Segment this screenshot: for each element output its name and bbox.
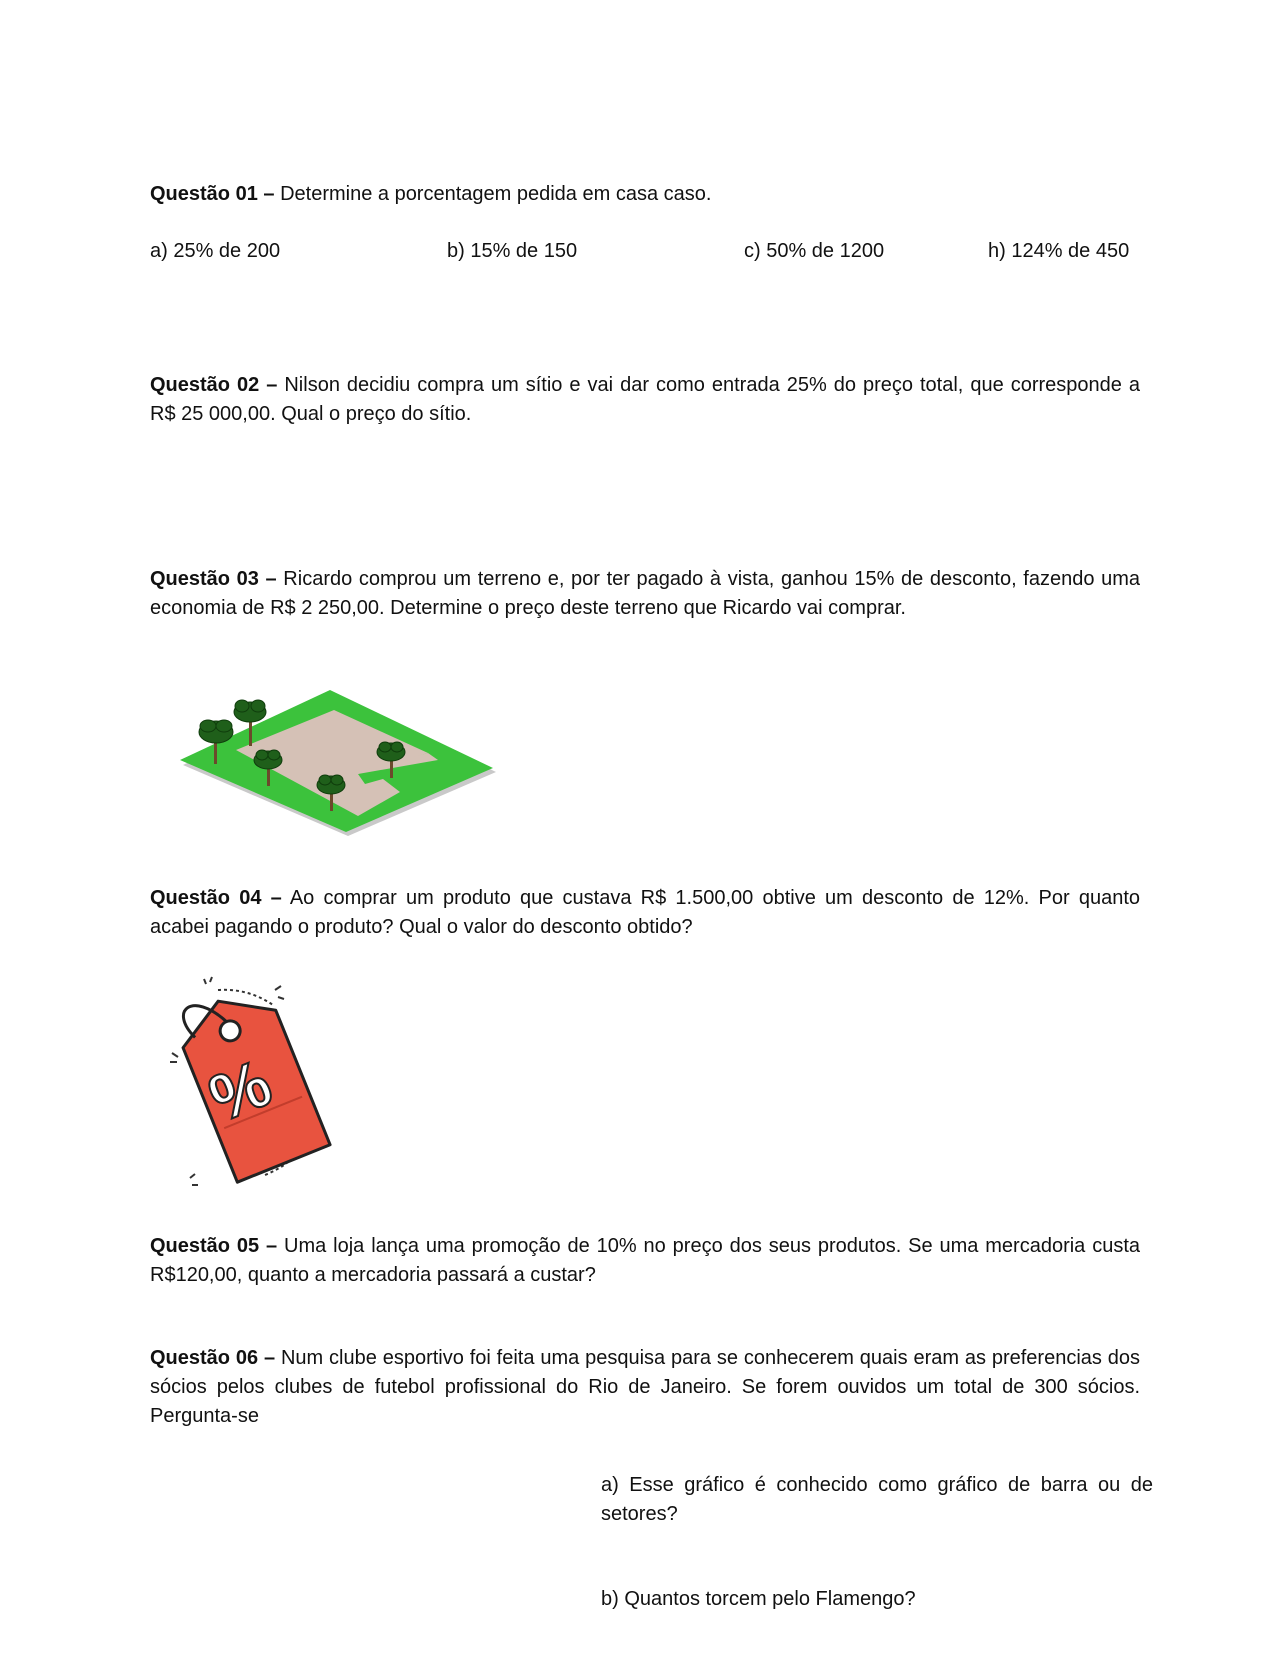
question-02-text: Nilson decidiu compra um sítio e vai dar como entrada 25% do preço total, que corresponde a R$ 25 000,00. Qual o preço do sítio.	[150, 374, 1140, 425]
question-03-text: Ricardo comprou um terreno e, por ter pagado à vista, ganhou 15% de desconto, fazendo uma economia de R$ 2 250,00. Determine o preço deste terreno que Ricardo vai comprar.	[150, 568, 1140, 619]
question-01-option-c: c) 50% de 1200	[744, 240, 885, 262]
question-02-label: Questão 02 –	[150, 374, 278, 396]
question-05-label: Questão 05 –	[150, 1235, 278, 1257]
question-05-text: Uma loja lança uma promoção de 10% no preço dos seus produtos. Se uma mercadoria custa R$120,00, quanto a mercadoria passará a custar?	[150, 1235, 1140, 1286]
question-01-label: Questão 01 –	[150, 183, 275, 205]
question-05	[150, 1232, 1140, 1290]
question-01-text: Determine a porcentagem pedida em casa caso.	[274, 183, 712, 205]
question-04	[150, 884, 1140, 942]
question-03-label: Questão 03 –	[150, 568, 277, 590]
question-06-sub-b: b) Quantos torcem pelo Flamengo?	[601, 1588, 916, 1610]
question-06-text: Num clube esportivo foi feita uma pesquisa para se conhecerem quais eram as preferencias dos sócios pelos clubes de futebol profissional do Rio de Janeiro. Se forem ouvidos um total de 300 sócios. Pergunta-se	[150, 1347, 1140, 1427]
question-01	[150, 180, 1140, 209]
question-04-text: Ao comprar um produto que custava R$ 1.500,00 obtive um desconto de 12%. Por quanto acabei pagando o produto? Qual o valor do desconto obtido?	[150, 887, 1140, 938]
question-01-option-h: h) 124% de 450	[988, 240, 1130, 262]
discount-tag-illustration	[160, 965, 340, 1190]
question-06-sub-a: a) Esse gráfico é conhecido como gráfico de barra ou de setores?	[601, 1474, 1153, 1525]
question-04-label: Questão 04 –	[150, 887, 282, 909]
land-plot-illustration	[178, 688, 503, 838]
question-06	[150, 1344, 1140, 1431]
question-03	[150, 565, 1140, 623]
question-01-option-a: a) 25% de 200	[150, 240, 281, 262]
question-01-option-b: b) 15% de 150	[447, 240, 578, 262]
question-02	[150, 371, 1140, 429]
tag-percent-symbol: %	[199, 1045, 282, 1136]
question-06-label: Questão 06 –	[150, 1347, 276, 1369]
